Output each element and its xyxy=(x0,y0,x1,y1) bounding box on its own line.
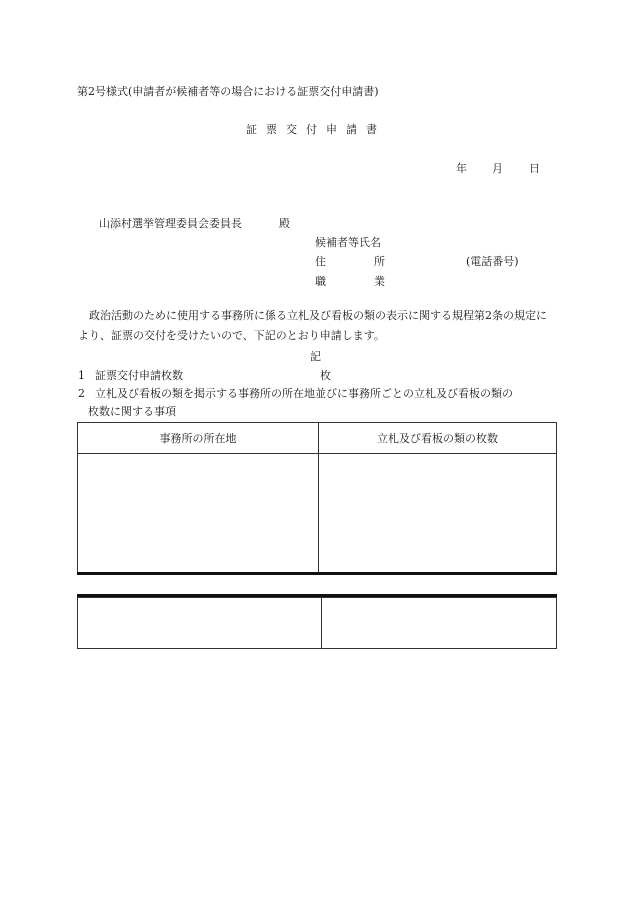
office-table xyxy=(77,422,557,575)
office-location-cell-2[interactable] xyxy=(78,598,322,649)
document-title: 証票交付申請書 xyxy=(246,123,386,136)
ki-label: 記 xyxy=(310,350,321,363)
applicant-occupation-label-2: 業 xyxy=(374,275,385,288)
office-table-row xyxy=(78,454,557,575)
applicant-address-label-1: 住 xyxy=(315,255,326,268)
date-day-label: 日 xyxy=(529,162,540,175)
applicant-name-label: 候補者等氏名 xyxy=(315,236,381,249)
addressee-honorific: 殿 xyxy=(279,217,290,230)
office-table-header-row xyxy=(78,423,557,454)
date-year-label: 年 xyxy=(456,162,467,175)
addressee: 山添村選挙管理委員会委員長 xyxy=(99,217,242,230)
table-divider-bottom xyxy=(77,572,557,575)
body-text: 政治活動のために使用する事務所に係る立札及び看板の類の表示に関する規程第2条の規定により、証票の交付を受けたいので、下記のとおり申請します。 xyxy=(78,309,547,342)
sign-count-cell-2[interactable] xyxy=(322,598,557,649)
form-heading: 第2号様式(申請者が候補者等の場合における証票交付申請書) xyxy=(77,85,379,98)
office-location-header: 事務所の所在地 xyxy=(78,423,319,454)
sign-count-cell[interactable] xyxy=(319,454,557,575)
applicant-address-label-2: 所 xyxy=(374,255,385,268)
item2-number: 2 xyxy=(78,387,85,400)
office-table-continuation-row xyxy=(78,598,557,649)
item1-unit: 枚 xyxy=(320,369,331,382)
item1-label: 証票交付申請枚数 xyxy=(95,369,183,382)
applicant-occupation-label-1: 職 xyxy=(315,275,326,288)
item2-line1: 立札及び看板の類を掲示する事務所の所在地並びに事務所ごとの立札及び看板の類の xyxy=(95,387,513,400)
applicant-phone-label: (電話番号) xyxy=(466,255,519,268)
date-month-label: 月 xyxy=(492,162,503,175)
office-location-cell[interactable] xyxy=(78,454,319,575)
item2-line2: 枚数に関する事項 xyxy=(88,405,176,418)
office-table-continuation xyxy=(77,597,557,649)
item1-number: 1 xyxy=(78,369,85,382)
sign-count-header: 立札及び看板の類の枚数 xyxy=(319,423,557,454)
